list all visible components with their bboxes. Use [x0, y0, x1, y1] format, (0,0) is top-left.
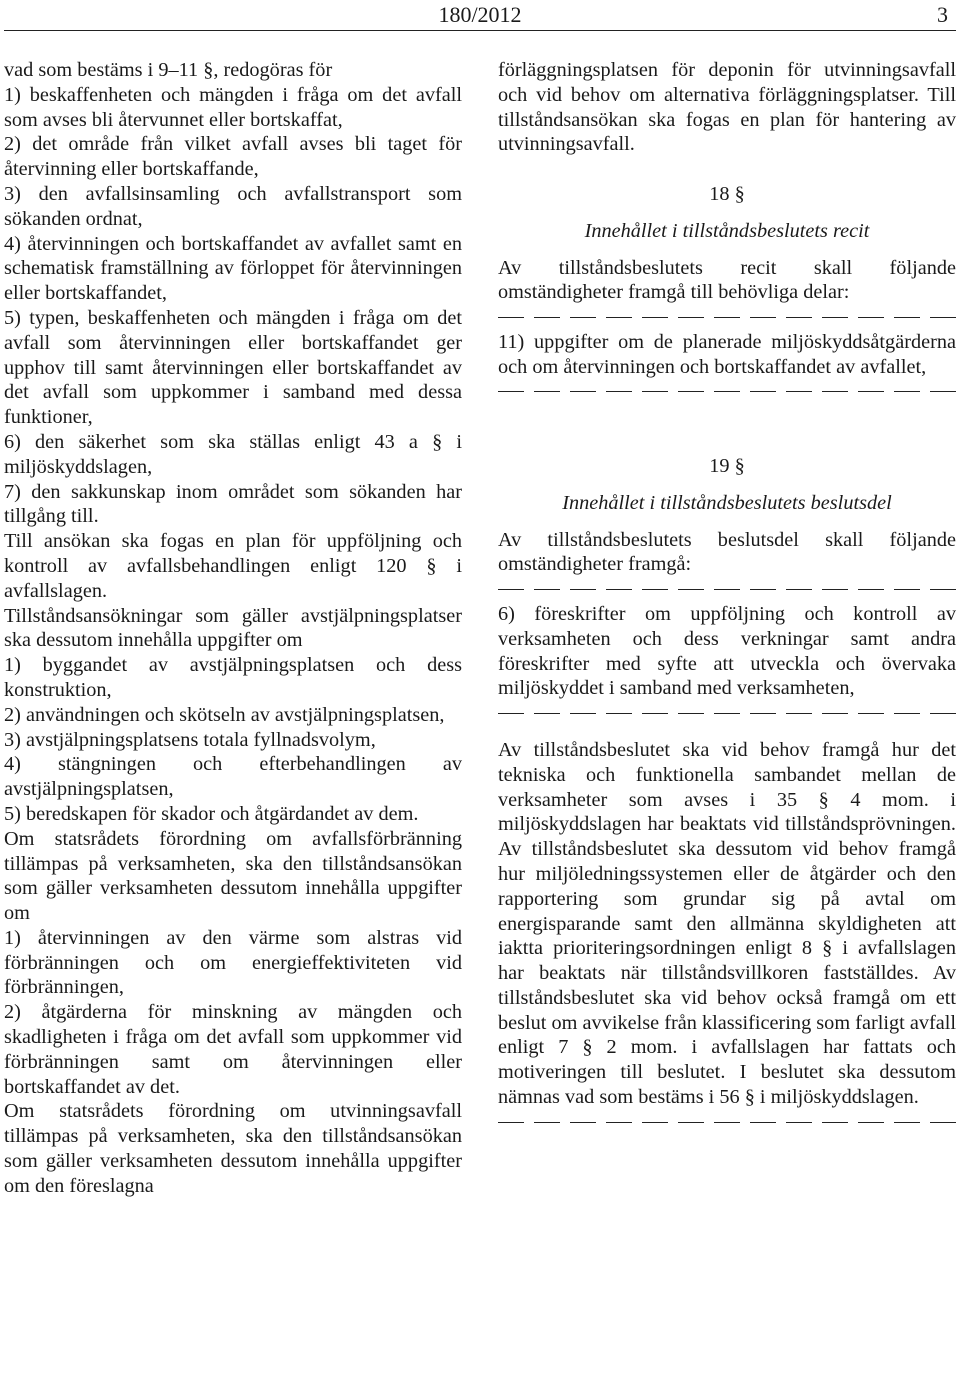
- paragraph: Om statsrådets förordning om avfallsförbränning tillämpas på verksamheten, ska den tillståndsansökan som gäller verksamheten dessutom innehålla uppgifter om: [4, 827, 462, 925]
- list-item: 1) återvinningen av den värme som alstras vid förbränningen och om energieffektiviteten vid förbränningen,: [4, 926, 462, 999]
- spacer: [498, 207, 956, 219]
- paragraph: vad som bestäms i 9–11 §, redogöras för: [4, 59, 333, 81]
- list-item: 5) typen, beskaffenheten och mängden i fråga om det avfall som återvinningen eller bortskaffandet ger upphov till samt återvinningen eller bortskaffandet av det avfall som uppkommer i samband med dessa funktioner,: [4, 306, 462, 429]
- section-number-19: 19 §: [709, 454, 745, 477]
- list-item: 1) beskaffenheten och mängden i fråga om det avfall som avses bli återvunnet eller bortskaffat,: [4, 83, 462, 131]
- section-intro-18: Av tillståndsbeslutets recit skall följande omständigheter framgå till behövliga delar:: [498, 256, 956, 304]
- omission-line: [498, 305, 956, 330]
- section-title-19: Innehållet i tillståndsbeslutets beslutsdel: [562, 491, 892, 514]
- omission-line: [498, 380, 956, 405]
- paragraph: Till ansökan ska fogas en plan för uppföljning och kontroll av avfallsbehandlingen enligt 120 § i avfallslagen.: [4, 530, 462, 602]
- page-number: 3: [937, 2, 948, 27]
- list-item: 3) avstjälpningsplatsens totala fyllnadsvolym,: [4, 728, 376, 751]
- omission-line: [498, 577, 956, 602]
- spacer: [498, 157, 956, 182]
- spacer: [498, 516, 956, 528]
- spacer: [498, 429, 956, 454]
- paragraph: Om statsrådets förordning om utvinningsavfall tillämpas på verksamheten, ska den tillståndsansökan som gäller verksamheten dessutom innehålla uppgifter om den föreslagna: [4, 1100, 462, 1197]
- list-item: 11) uppgifter om de planerade miljöskyddsåtgärderna och om återvinningen och bortskaffandet av avfallet,: [498, 330, 956, 378]
- list-item: 6) den säkerhet som ska ställas enligt 43 a § i miljöskyddslagen,: [4, 430, 462, 478]
- spacer: [498, 244, 956, 256]
- page-header: [0, 0, 960, 30]
- paragraph-continued: förläggningsplatsen för deponin för utvinningsavfall och vid behov om alternativa förläggningsplatser. Till tillståndsansökan ska fogas en plan för hantering av utvinningsavfall.: [498, 59, 956, 156]
- list-item: 2) det område från vilket avfall avses bli taget för återvinning eller bortskaffande,: [4, 133, 462, 181]
- section-intro-19: Av tillståndsbeslutets beslutsdel skall följande omständigheter framgå:: [498, 528, 956, 576]
- spacer: [498, 479, 956, 491]
- list-item: 3) den avfallsinsamling och avfallstransport som sökanden ordnat,: [4, 182, 462, 230]
- section-number-18: 18 §: [709, 182, 745, 205]
- list-item: 2) användningen och skötseln av avstjälpningsplatsen,: [4, 703, 445, 726]
- journal-number: 180/2012: [438, 2, 522, 27]
- list-item: 7) den sakkunskap inom området som sökanden har tillgång till.: [4, 480, 462, 528]
- list-item: 5) beredskapen för skador och åtgärdandet av dem.: [4, 802, 419, 825]
- header-rule: [4, 30, 956, 31]
- list-item: 2) åtgärderna för minskning av mängden och skadligheten i fråga om det avfall som uppkommer vid förbränningen samt om återvinningen eller bortskaffandet av det.: [4, 1001, 462, 1098]
- list-item: 6) föreskrifter om uppföljning och kontroll av verksamheten och dess verkningar samt andra föreskrifter med syfte att utveckla och övervaka miljöskyddet i samband med verksamheten,: [498, 602, 956, 700]
- omission-line: [498, 701, 956, 726]
- spacer: [498, 404, 956, 429]
- section-title-18: Innehållet i tillståndsbeslutets recit: [584, 219, 870, 242]
- list-item: 1) byggandet av avstjälpningsplatsen och dess konstruktion,: [4, 654, 462, 701]
- left-column: [4, 58, 462, 1199]
- paragraph: Av tillståndsbeslutet ska vid behov framgå hur det tekniska och funktionella sambandet mellan de verksamheter som avses i 35 § 4 mom. i miljöskyddslagen har beaktats vid tillståndsprövningen. Av tillståndsbeslutet ska dessutom vid behov framgå hur miljöledningssystemen eller de åtgärder och den rapportering som grundar sig på avtal om energisparande samt den allmänna skyldigheten att iaktta prioriteringsordningen enligt 8 § i avfallslagen har beaktats när tillståndsvillkoren fastställdes. Av tillståndsbeslutet ska vid behov också framgå om ett beslut om avvikelse från klassificering som farligt avfall enligt 7 § 2 mom. i avfallslagen har fattats och motiveringen till beslutet. I beslutet ska dessutom nämnas vad som bestäms i 56 § i miljöskyddslagen.: [498, 738, 956, 1109]
- paragraph: Tillståndsansökningar som gäller avstjälpningsplatser ska dessutom innehålla uppgifter om: [4, 604, 462, 652]
- omission-line: [498, 1110, 956, 1135]
- list-item: 4) stängningen och efterbehandlingen av avstjälpningsplatsen,: [4, 753, 462, 801]
- list-item: 4) återvinningen och bortskaffandet av avfallet samt en schematisk framställning av förloppet för återvinningen eller bortskaffandet,: [4, 232, 462, 305]
- spacer: [498, 726, 956, 738]
- right-column: [498, 58, 956, 1135]
